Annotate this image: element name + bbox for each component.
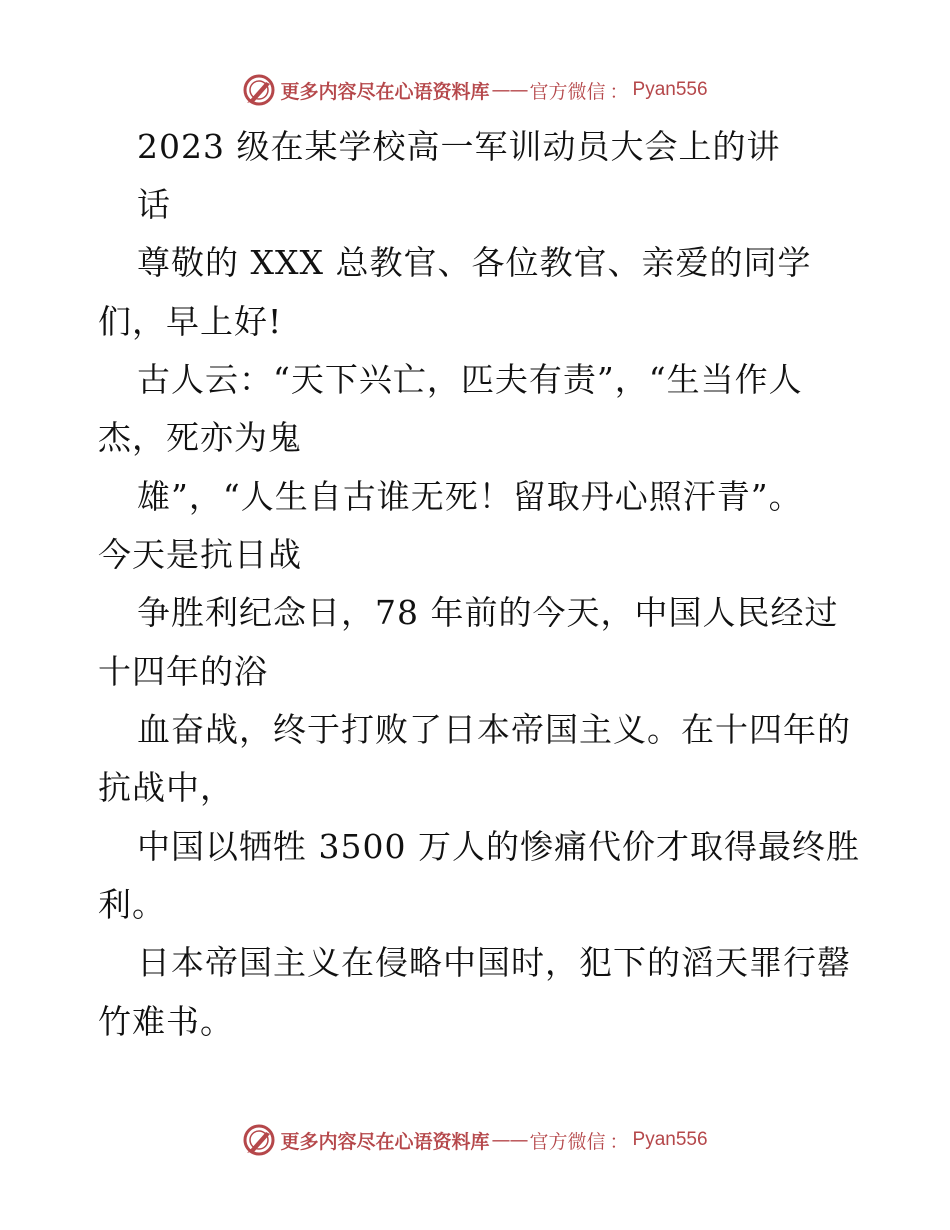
watermark-main-text: 更多内容尽在心语资料库 [280, 80, 490, 103]
footer-watermark [0, 1120, 950, 1160]
text-line: 杰，死亦为鬼 [98, 418, 302, 457]
watermark-dash: —— [491, 1129, 528, 1151]
watermark-dash: —— [491, 79, 528, 101]
text-line: 抗战中， [98, 768, 234, 807]
text-line: 们，早上好! [98, 302, 283, 341]
text-line: 中国以牺牲 3500 万人的惨痛代价才取得最终胜 [137, 827, 860, 866]
pen-logo-icon [242, 73, 276, 107]
text-line: 日本帝国主义在侵略中国时，犯下的滔天罪行罄 [137, 943, 851, 982]
watermark-separator: ： [609, 80, 629, 103]
text-line: 雄”，“人生自古谁无死！留取丹心照汗青”。 [137, 477, 803, 516]
text-line: 话 [137, 185, 171, 224]
watermark-wechat-id: Pyan556 [632, 79, 708, 100]
text-line: 十四年的浴 [98, 652, 268, 691]
watermark-wechat-id: Pyan556 [632, 1129, 708, 1150]
text-line: 今天是抗日战 [98, 535, 302, 574]
text-line: 2023 级在某学校高一军训动员大会上的讲 [137, 127, 781, 166]
watermark-label: 官方微信 [529, 1130, 606, 1153]
text-line: 争胜利纪念日，78 年前的今天，中国人民经过 [137, 593, 839, 632]
watermark-main-text: 更多内容尽在心语资料库 [280, 1130, 490, 1153]
text-line: 古人云：“天下兴亡，匹夫有责”，“生当作人 [137, 360, 803, 399]
text-line: 尊敬的 XXX 总教官、各位教官、亲爱的同学 [137, 243, 812, 282]
pen-logo-icon [242, 1123, 276, 1157]
text-line: 利。 [98, 885, 166, 924]
watermark-label: 官方微信 [529, 80, 606, 103]
header-watermark [0, 70, 950, 110]
text-line: 竹难书。 [98, 1002, 234, 1041]
watermark-separator: ： [609, 1130, 629, 1153]
text-line: 血奋战，终于打败了日本帝国主义。在十四年的 [137, 710, 851, 749]
